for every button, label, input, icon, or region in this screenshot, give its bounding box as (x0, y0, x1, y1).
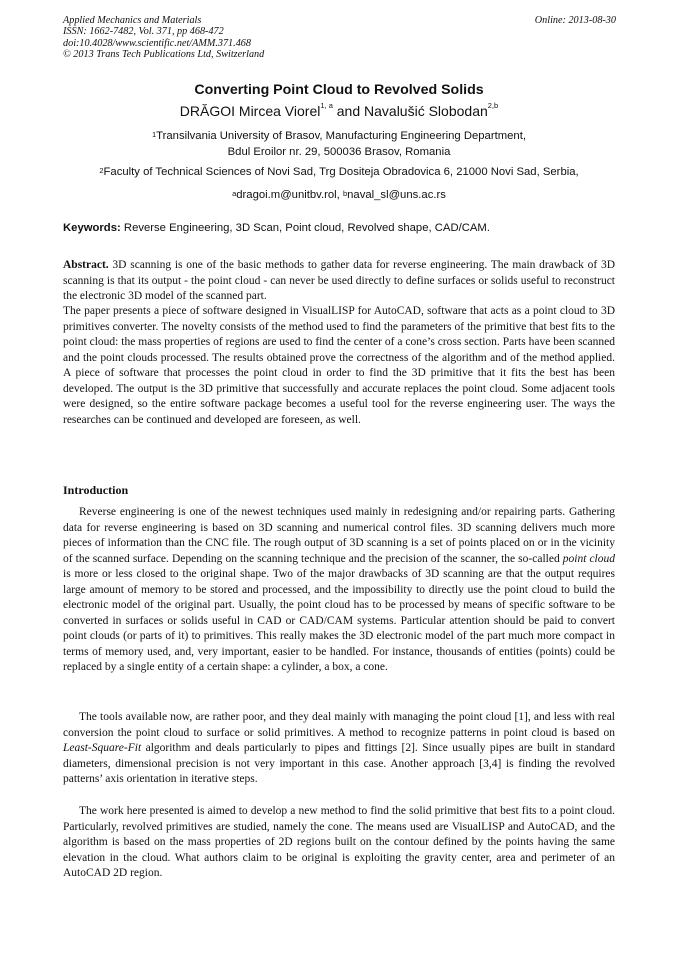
intro-p2-text-a: The tools available now, are rather poor, and they deal mainly with managing the point cloud [1], and less with real conversion the point cloud to surface or solid primitives. A method to recognize patterns in point cloud is based on (63, 711, 615, 739)
abstract-text-1: 3D scanning is one of the basic methods to gather data for reverse engineering. The main drawback of 3D scanning is that its output - the point cloud - can never be used directly to define surfaces or solids useful to reconstruct the electronic 3D model of the scanned part. (63, 259, 615, 303)
paper-title: Converting Point Cloud to Revolved Solids (194, 82, 484, 98)
keywords-text: Reverse Engineering, 3D Scan, Point cloud, Revolved shape, CAD/CAM. (120, 222, 490, 234)
doi-line: doi:10.4028/www.scientific.net/AMM.371.468 (63, 37, 251, 49)
section-heading-introduction: Introduction (63, 483, 129, 497)
intro-paragraph-3: The work here presented is aimed to develop a new method to find the solid primitive that best fits to a point cloud. Particularly, revolved primitives are studied, namely the cone. The means used are VisualLISP and AutoCAD, and the algorithm is based on the mass properties of 2D regions built on the contour defined by the points having the same elevation in the cloud. What authors claim to be original is exploiting the gravity center, area and perimeter of an AutoCAD 2D region. (63, 805, 615, 880)
aff-1-line-2: Bdul Eroilor nr. 29, 500036 Brasov, Romania (227, 145, 451, 158)
issn-line: ISSN: 1662-7482, Vol. 371, pp 468-472 (63, 26, 224, 38)
author-1-sup: 1, a (320, 101, 333, 110)
author-2-sup: 2,b (487, 101, 499, 110)
email-b: naval_sl@uns.ac.rs (347, 189, 446, 201)
affiliation-2 (0, 165, 678, 181)
affiliation-1 (0, 129, 678, 160)
keywords-label: Keywords: (63, 222, 121, 234)
author-2: Navalušić Slobodan (364, 103, 488, 119)
author-line (0, 103, 678, 119)
journal-name: Applied Mechanics and Materials (63, 15, 202, 26)
email-a: dragoi.m@unitbv.rol, (236, 189, 343, 201)
intro-p1-emphasis: point cloud (562, 552, 615, 565)
copyright-line: © 2013 Trans Tech Publications Ltd, Switzerland (63, 49, 265, 61)
aff-1-line-1: Transilvania University of Brasov, Manufacturing Engineering Department, (156, 130, 526, 142)
author-conj: and (332, 103, 365, 119)
abstract-label: Abstract. (63, 259, 109, 271)
intro-paragraph-1 (63, 505, 615, 676)
abstract-paragraph-1 (63, 258, 615, 305)
intro-p1-text-a: Reverse engineering is one of the newest techniques used mainly in redesigning and/or repairing parts. Gathering data for reverse engineering is based on 3D scanning and numerical control files. 3D scanning delivers much more pieces of information than the CNC file. The rough output of 3D scanning is a set of points placed on or in the vicinity of the scanned surface. Depending on the scanning technique and the precision of the scanner, the so-called (63, 506, 615, 565)
intro-p2-emphasis: Least-Square-Fit (63, 742, 142, 755)
aff-2-sup: 2 (99, 166, 104, 175)
intro-p1-text-b: is more or less closed to the original shape. Two of the major drawbacks of 3D scanning are that the output requires large amount of memory to be stored and processed, and the impossibility to directly use the point cloud to build the electronic model of the original part. Usually, the point cloud has to be processed by means of specific software to be converted in surfaces or solids useful in CAD or CAD/CAM systems. Particular attention should be paid to convert point clouds (or parts of it) to primitives. This really makes the 3D electronic model of the part much more compact in terms of memory used, and, very important, easier to be handled. For instance, thousands of entities (points) could be replaced by a single entity of a certain shape: a cylinder, a box, a cone. (63, 568, 615, 674)
email-line (0, 188, 678, 204)
online-date: Online: 2013-08-30 (534, 15, 616, 26)
journal-header (63, 15, 616, 61)
keywords-line (63, 222, 619, 234)
email-b-sup: b (342, 189, 348, 198)
abstract-paragraph-2: The paper presents a piece of software designed in VisualLISP for AutoCAD, software that acts as a point cloud to 3D primitives converter. The novelty consists of the method used to find the parameters of the primitive that best fits to the point cloud: the mass properties of regions are used to find the center of a cone’s cross section. Parts have been scanned and the point clouds processed. The results obtained prove the correctness of the algorithm and of the method applied. A piece of software that processes the point cloud in order to find the 3D primitive that it fits the best has been developed. The output is the 3D primitive that successfully and accurate replaces the point cloud. Some adjacent tools were designed, so the entire software package becomes a useful tool for the reverse engineering user. The ways the researches can be continued and developed are foreseen, as well. (63, 305, 615, 426)
author-1: DRĂGOI Mircea Viorel (179, 103, 321, 119)
aff-1-sup: 1 (151, 130, 157, 139)
email-a-sup: a (232, 189, 237, 198)
intro-paragraph-2 (63, 710, 615, 788)
aff-2-text: Faculty of Technical Sciences of Novi Sad, Trg Dositeja Obradovica 6, 21000 Novi Sad, Serbia, (103, 166, 579, 178)
intro-p2-text-b: algorithm and deals particularly to pipes and fittings [2]. Since usually pipes are built in standard diameters, dimensional precision is not very important in this case. Another approach [3,4] is finding the revolved patterns’ axis orientation in iterative steps. (63, 742, 615, 786)
